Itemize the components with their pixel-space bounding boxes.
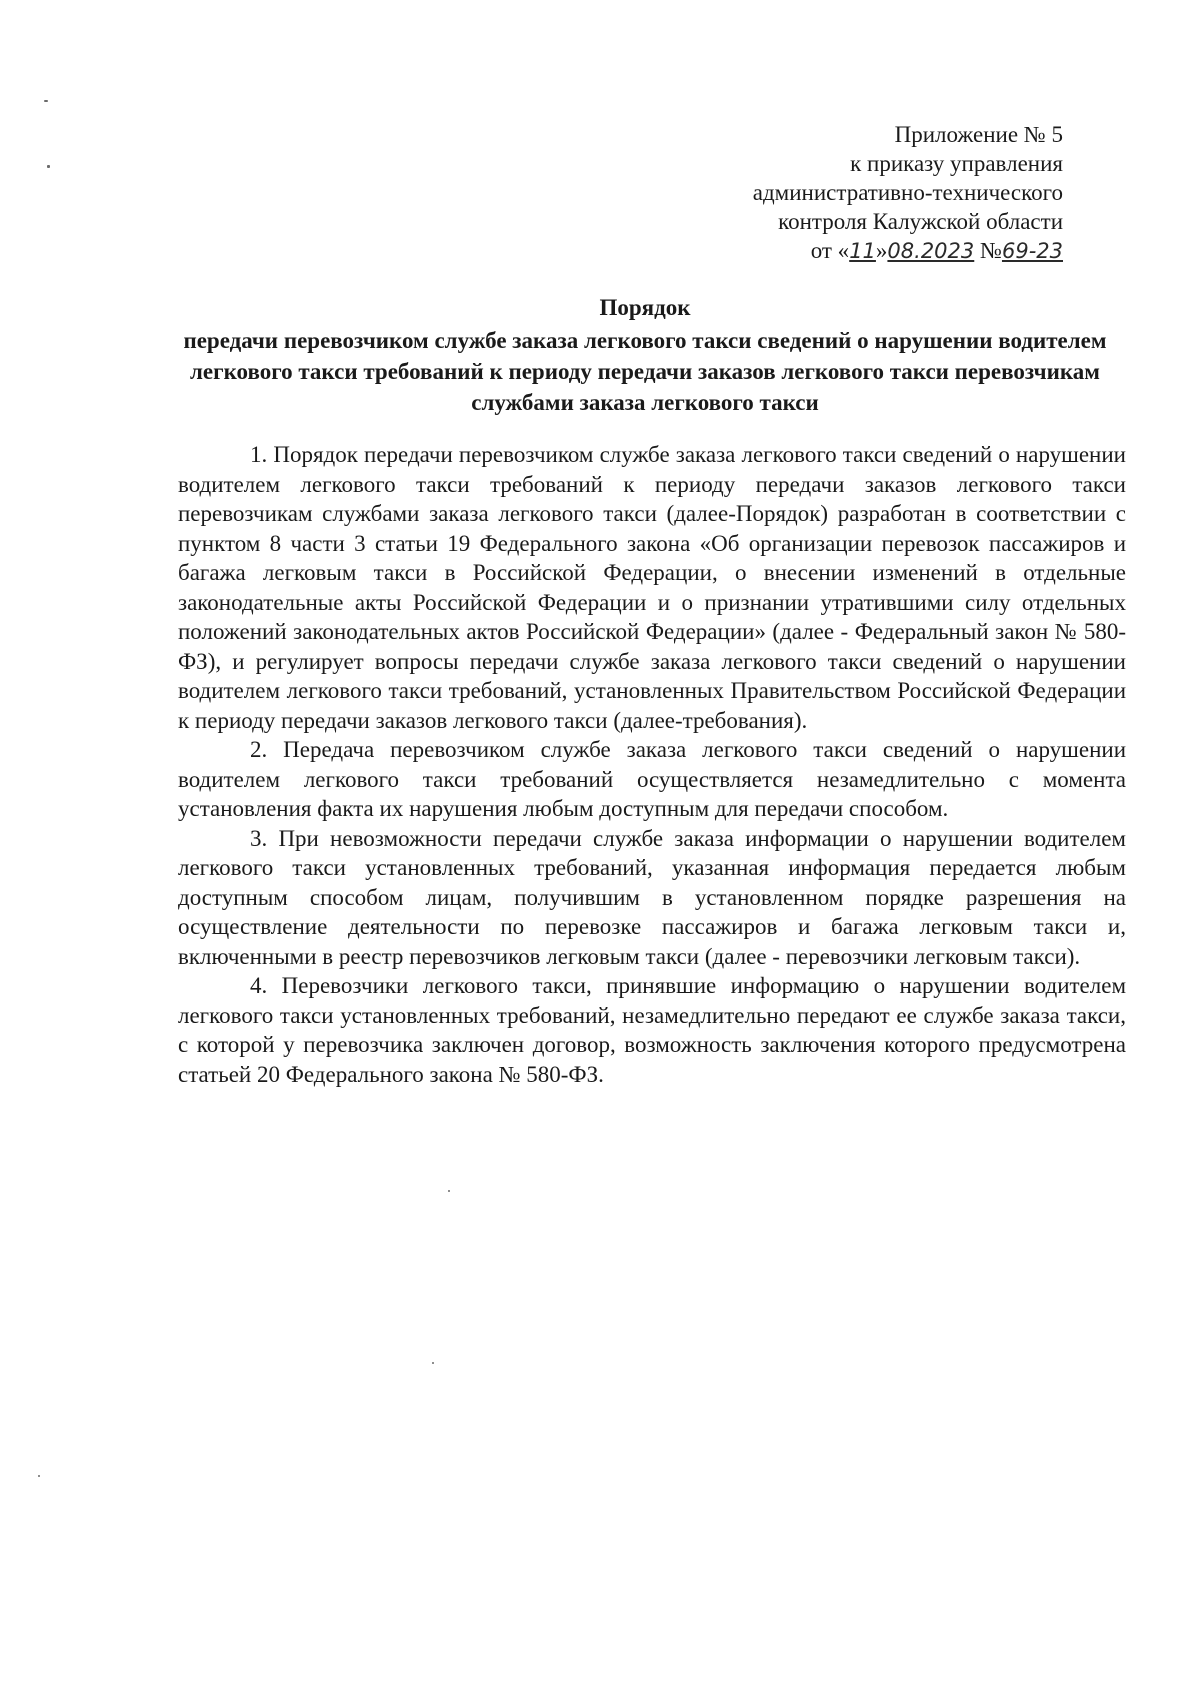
date-mid: » — [875, 238, 888, 263]
attachment-line: административно-технического — [752, 180, 1063, 205]
scan-speck — [38, 1475, 40, 1477]
handwritten-month-year: 08.2023 — [887, 239, 975, 263]
scan-speck — [44, 100, 48, 102]
scan-speck — [448, 1190, 450, 1192]
paragraph-2: 2. Передача перевозчиком службе заказа легкового такси сведений о нарушении водителем легкового такси требований осуществляется незамедлительно с момента установления факта их нарушения любым доступным для передачи способом. — [178, 737, 1126, 821]
paragraph-3: 3. При невозможности передачи службе заказа информации о нарушении водителем легкового такси установленных требований, указанная информация передается любым доступным способом лицам, получившим в установленном порядке разрешения на осуществление деятельности по перевозке пассажиров и багажа легковым такси и, включенными в реестр перевозчиков легковым такси (далее - перевозчики легковым такси). — [178, 825, 1126, 969]
handwritten-day: 11 — [849, 239, 876, 263]
scan-speck — [432, 1362, 434, 1364]
attachment-header — [643, 120, 1063, 266]
number-prefix: № — [980, 238, 1002, 263]
handwritten-order-number: 69-23 — [1001, 239, 1063, 263]
title-subtitle: передачи перевозчиком службе заказа легкового такси сведений о нарушении водителем легкового такси требований к периоду передачи заказов легкового такси перевозчикам службами заказа легкового такси — [183, 328, 1107, 415]
document-body — [178, 440, 1126, 1089]
attachment-line: к приказу управления — [850, 151, 1063, 176]
document-title — [160, 292, 1130, 418]
title-main: Порядок — [599, 295, 691, 320]
scan-speck — [47, 165, 50, 168]
attachment-line: контроля Калужской области — [778, 209, 1063, 234]
paragraph-1: 1. Порядок передачи перевозчиком службе заказа легкового такси сведений о нарушении водителем легкового такси требований к периоду передачи заказов легкового такси перевозчикам службами заказа легкового такси (далее-Порядок) разработан в соответствии с пунктом 8 части 3 статьи 19 Федерального закона «Об организации перевозок пассажиров и багажа легковым такси в Российской Федерации, о внесении изменений в отдельные законодательные акты Российской Федерации и о признании утратившими силу отдельных положений законодательных актов Российской Федерации» (далее - Федеральный закон № 580-ФЗ), и регулирует вопросы передачи службе заказа легкового такси сведений о нарушении водителем легкового такси требований, установленных Правительством Российской Федерации к периоду передачи заказов легкового такси (далее-требования). — [178, 442, 1126, 733]
date-prefix: от « — [810, 238, 850, 263]
paragraph-4: 4. Перевозчики легкового такси, принявшие информацию о нарушении водителем легкового такси установленных требований, незамедлительно передают ее службе заказа такси, с которой у перевозчика заключен договор, возможность заключения которого предусмотрена статьей 20 Федерального закона № 580-ФЗ. — [178, 973, 1126, 1087]
order-date-number-line — [643, 236, 1063, 266]
attachment-line: Приложение № 5 — [894, 122, 1063, 147]
